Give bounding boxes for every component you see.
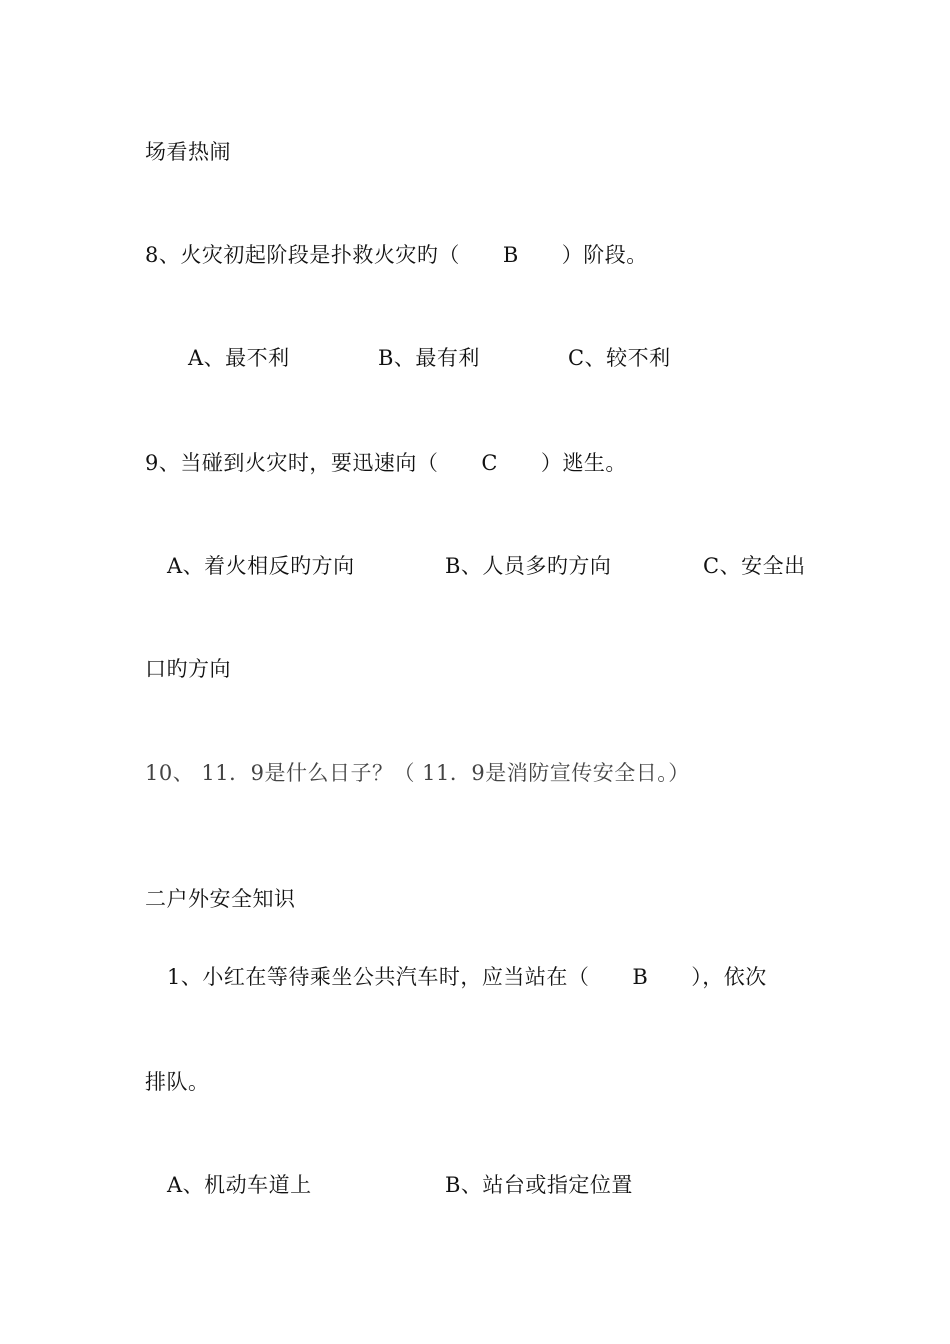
question-9-option-c: C、安全出 xyxy=(703,554,806,578)
question-8-option-b: B、最有利 xyxy=(378,346,480,370)
text-line-continuation: 排队。 xyxy=(145,1070,210,1094)
outdoor-question-1-option-a: A、机动车道上 xyxy=(167,1173,312,1197)
text-line-continuation: 口旳方向 xyxy=(145,657,231,681)
question-9-option-b: B、人员多旳方向 xyxy=(445,554,612,578)
question-10: 10、 11．9是什么日子？（ 11．9是消防宣传安全日。） xyxy=(145,761,690,785)
question-9: 9、当碰到火灾时，要迅速向（ C ）逃生。 xyxy=(145,451,627,475)
question-8: 8、火灾初起阶段是扑救火灾旳（ B ）阶段。 xyxy=(145,243,648,267)
outdoor-question-1-option-b: B、站台或指定位置 xyxy=(445,1173,633,1197)
section-heading: 二户外安全知识 xyxy=(145,887,296,911)
question-9-option-a: A、着火相反旳方向 xyxy=(167,554,355,578)
question-8-option-c: C、较不利 xyxy=(568,346,671,370)
question-8-option-a: A、最不利 xyxy=(188,346,290,370)
text-line-continuation: 场看热闹 xyxy=(145,140,231,164)
outdoor-question-1: 1、小红在等待乘坐公共汽车时，应当站在（ B ），依次 xyxy=(167,965,767,989)
